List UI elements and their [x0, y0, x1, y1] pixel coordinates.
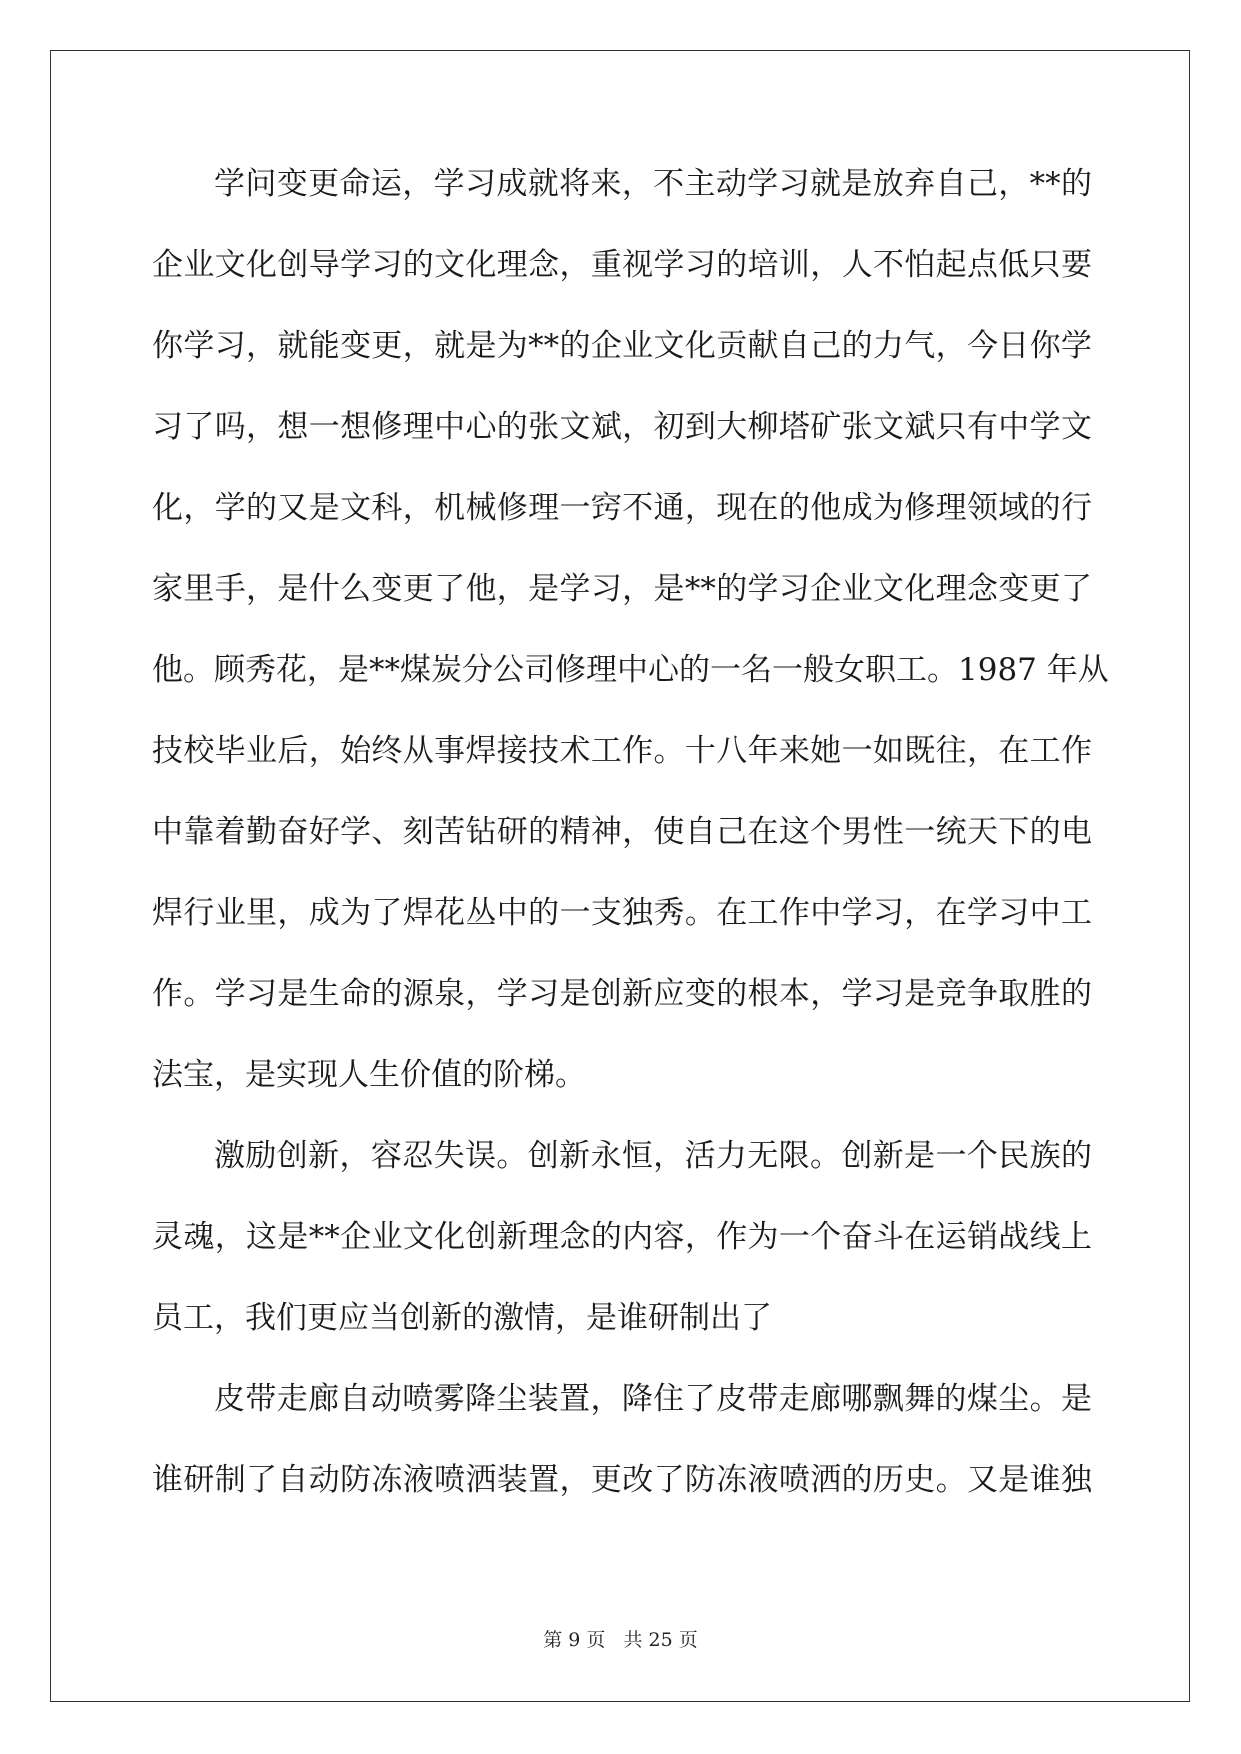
paragraph-2-line-2: 灵魂，这是**企业文化创新理念的内容，作为一个奋斗在运销战线上 — [152, 1219, 1092, 1255]
paragraph-3-line-2: 谁研制了自动防冻液喷洒装置，更改了防冻液喷洒的历史。又是谁独 — [152, 1462, 1092, 1498]
paragraph-1-line-9: 中靠着勤奋好学、刻苦钻研的精神，使自己在这个男性一统天下的电 — [152, 814, 1092, 850]
paragraph-2-line-1: 激励创新，容忍失误。创新永恒，活力无限。创新是一个民族的 — [214, 1138, 1092, 1174]
paragraph-1-line-6: 家里手，是什么变更了他，是学习，是**的学习企业文化理念变更了 — [152, 571, 1092, 607]
paragraph-2-line-3: 员工，我们更应当创新的激情，是谁研制出了 — [152, 1300, 772, 1336]
paragraph-3-line-1: 皮带走廊自动喷雾降尘装置，降住了皮带走廊哪飘舞的煤尘。是 — [214, 1381, 1092, 1417]
paragraph-1-line-3: 你学习，就能变更，就是为**的企业文化贡献自己的力气，今日你学 — [152, 328, 1092, 364]
page-footer — [0, 1625, 1241, 1652]
paragraph-1-line-7: 他。顾秀花，是**煤炭分公司修理中心的一名一般女职工。1987 年从 — [152, 652, 1109, 688]
paragraph-1-line-11: 作。学习是生命的源泉，学习是创新应变的根本，学习是竞争取胜的 — [152, 976, 1092, 1012]
document-body — [152, 156, 1109, 1533]
paragraph-1-line-12: 法宝，是实现人生价值的阶梯。 — [152, 1057, 586, 1093]
total-pages: 共 25 页 — [623, 1629, 698, 1651]
paragraph-1-line-2: 企业文化创导学习的文化理念，重视学习的培训，人不怕起点低只要 — [152, 247, 1092, 283]
paragraph-1-line-8: 技校毕业后，始终从事焊接技术工作。十八年来她一如既往，在工作 — [152, 733, 1092, 769]
paragraph-1-line-10: 焊行业里，成为了焊花丛中的一支独秀。在工作中学习，在学习中工 — [152, 895, 1092, 931]
paragraph-1-line-1: 学问变更命运，学习成就将来，不主动学习就是放弃自己，**的 — [214, 166, 1092, 202]
paragraph-1-line-4: 习了吗，想一想修理中心的张文斌，初到大柳塔矿张文斌只有中学文 — [152, 409, 1092, 445]
paragraph-1-line-5: 化，学的又是文科，机械修理一窍不通，现在的他成为修理领域的行 — [152, 490, 1092, 526]
current-page-number: 第 9 页 — [543, 1629, 606, 1651]
